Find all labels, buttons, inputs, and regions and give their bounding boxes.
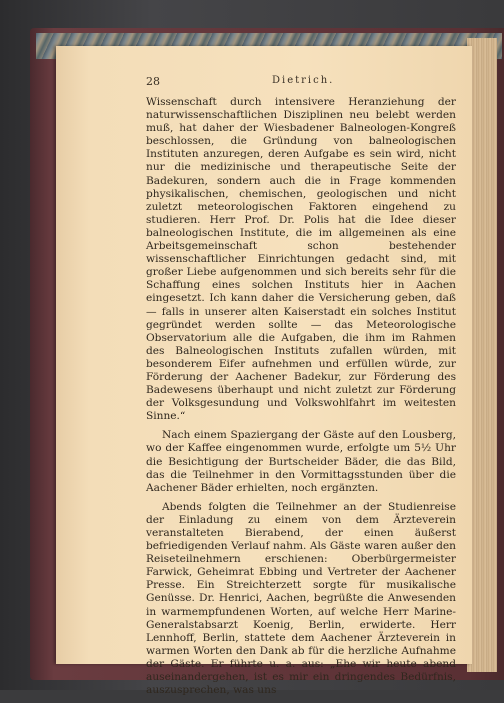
body-text [146, 96, 456, 703]
paragraph-3: Abends folgten die Teilnehmer an der Studienreise der Einladung zu einem von dem Ärzteverein veranstalteten Bierabend, der einen äußerst befriedigenden Verlauf nahm. Als Gäste waren außer den Reiseteilnehmern erschienen: Oberbürgermeister Farwick, Geheimrat Ebbing und Vertreter der Aachener Presse. Ein Streichterzett sorgte für musikalische Genüsse. Dr. Henrici, Aachen, begrüßte die Anwesenden in warmempfundenen Worten, auf welche Herr Marine-Generalstabsarzt Koenig, Berlin, erwiderte. Herr Lennhoff, Berlin, stattete dem Aachener Ärzteverein in warmen Worten den Dank ab für die herzliche Aufnahme der Gäste. Er führte u. a. aus: „Ehe wir heute abend auseinandergehen, ist es mir ein dringendes Bedürfnis, auszusprechen, was uns [146, 500, 456, 697]
running-head: Dietrich. [272, 75, 335, 86]
page-header [146, 75, 476, 89]
paragraph-1: Wissenschaft durch intensivere Heranziehung der naturwissenschaftlichen Disziplinen neu belebt werden muß, hat daher der Wiesbadener Balneologen-Kongreß beschlossen, die Gründung von balneologischen Instituten anzuregen, deren Aufgabe es sein wird, nicht nur die medizinische und therapeutische Seite der Badekuren, sondern auch die in Frage kommenden physikalischen, chemischen, geologischen und nicht zuletzt meteorologischen Faktoren eingehend zu studieren. Herr Prof. Dr. Polis hat die Idee dieser balneologischen Institute, die im allgemeinen als eine Arbeitsgemeinschaft schon bestehender wissenschaftlicher Einrichtungen gedacht sind, mit großer Liebe aufgenommen und sich bereits sehr für die Schaffung eines solchen Instituts hier in Aachen eingesetzt. Ich kann daher die Versicherung geben, daß — falls in unserer alten Kaiserstadt ein solches Institut gegründet werden sollte — das Meteorologische Observatorium alle die Aufgaben, die ihm im Rahmen des Balneologischen Instituts zufallen würden, mit besonderem Eifer aufnehmen und erfüllen würde, zur Förderung der Aachener Badekur, zur Förderung des Badewesens überhaupt und nicht zuletzt zur Förderung der Volksgesundung und Volkswohlfahrt im weitesten Sinne.“ [146, 96, 456, 423]
paragraph-2: Nach einem Spaziergang der Gäste auf den Lousberg, wo der Kaffee eingenommen wurde, erfolgte um 5½ Uhr die Besichtigung der Burtscheider Bäder, die das Bild, das die Teilnehmer in den Vormittagsstunden über die Aachener Bäder erhielten, noch ergänzten. [146, 429, 456, 494]
page-number: 28 [146, 75, 160, 88]
